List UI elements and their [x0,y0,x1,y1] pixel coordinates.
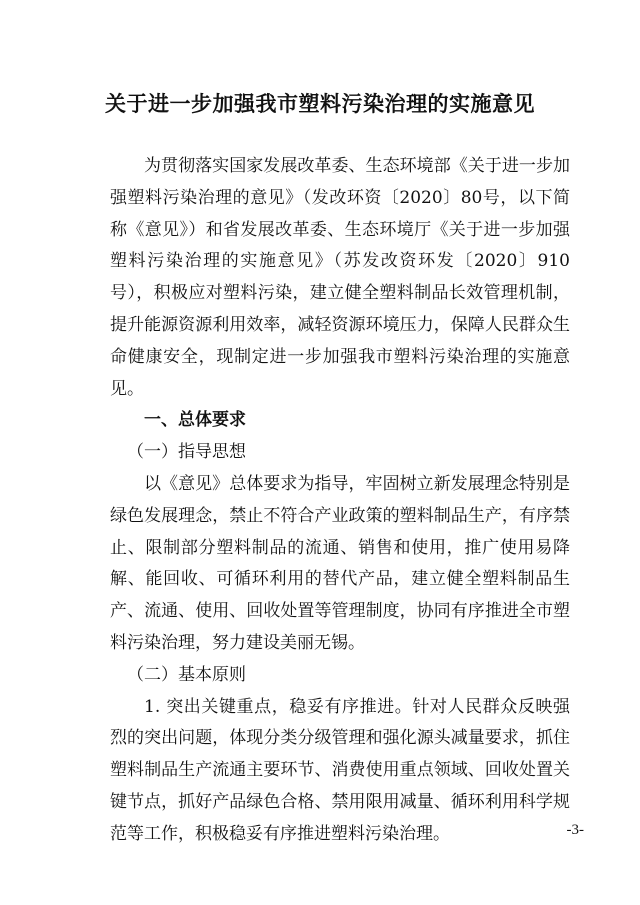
guiding-ideology-paragraph: 以《意见》总体要求为指导，牢固树立新发展理念特别是绿色发展理念，禁止不符合产业政策的塑料制品生产，有序禁止、限制部分塑料制品的流通、销售和使用，推广使用易降解、能回收、可循环利用的替代产品，建立健全塑料制品生产、流通、使用、回收处置等管理制度，协同有序推进全市塑料污染治理，努力建设美丽无锡。 [110,473,570,653]
document-title: 关于进一步加强我市塑料污染治理的实施意见 [105,92,535,116]
principle-1-paragraph: 1. 突出关键重点，稳妥有序推进。针对人民群众反映强烈的突出问题，体现分类分级管理和强化源头减量要求，抓住塑料制品生产流通主要环节、消费使用重点领域、回收处置关键节点，抓好产品绿色合格、禁用限用减量、循环利用科学规范等工作，积极稳妥有序推进塑料污染治理。 [110,696,570,844]
section-heading-general-requirements: 一、总体要求 [144,410,246,431]
page-number: -3- [566,822,584,838]
document-body [110,151,570,851]
subsection-heading-basic-principles: （二）基本原则 [127,664,246,685]
subsection-heading-guiding-ideology: （一）指导思想 [127,442,246,463]
intro-paragraph: 为贯彻落实国家发展改革委、生态环境部《关于进一步加强塑料污染治理的意见》（发改环资〔2020〕80号，以下简称《意见》）和省发展改革委、生态环境厅《关于进一步加强塑料污染治理的实施意见》（苏发改资环发〔2020〕910号），积极应对塑料污染，建立健全塑料制品长效管理机制，提升能源资源利用效率，减轻资源环境压力，保障人民群众生命健康安全，现制定进一步加强我市塑料污染治理的实施意见。 [110,156,570,399]
